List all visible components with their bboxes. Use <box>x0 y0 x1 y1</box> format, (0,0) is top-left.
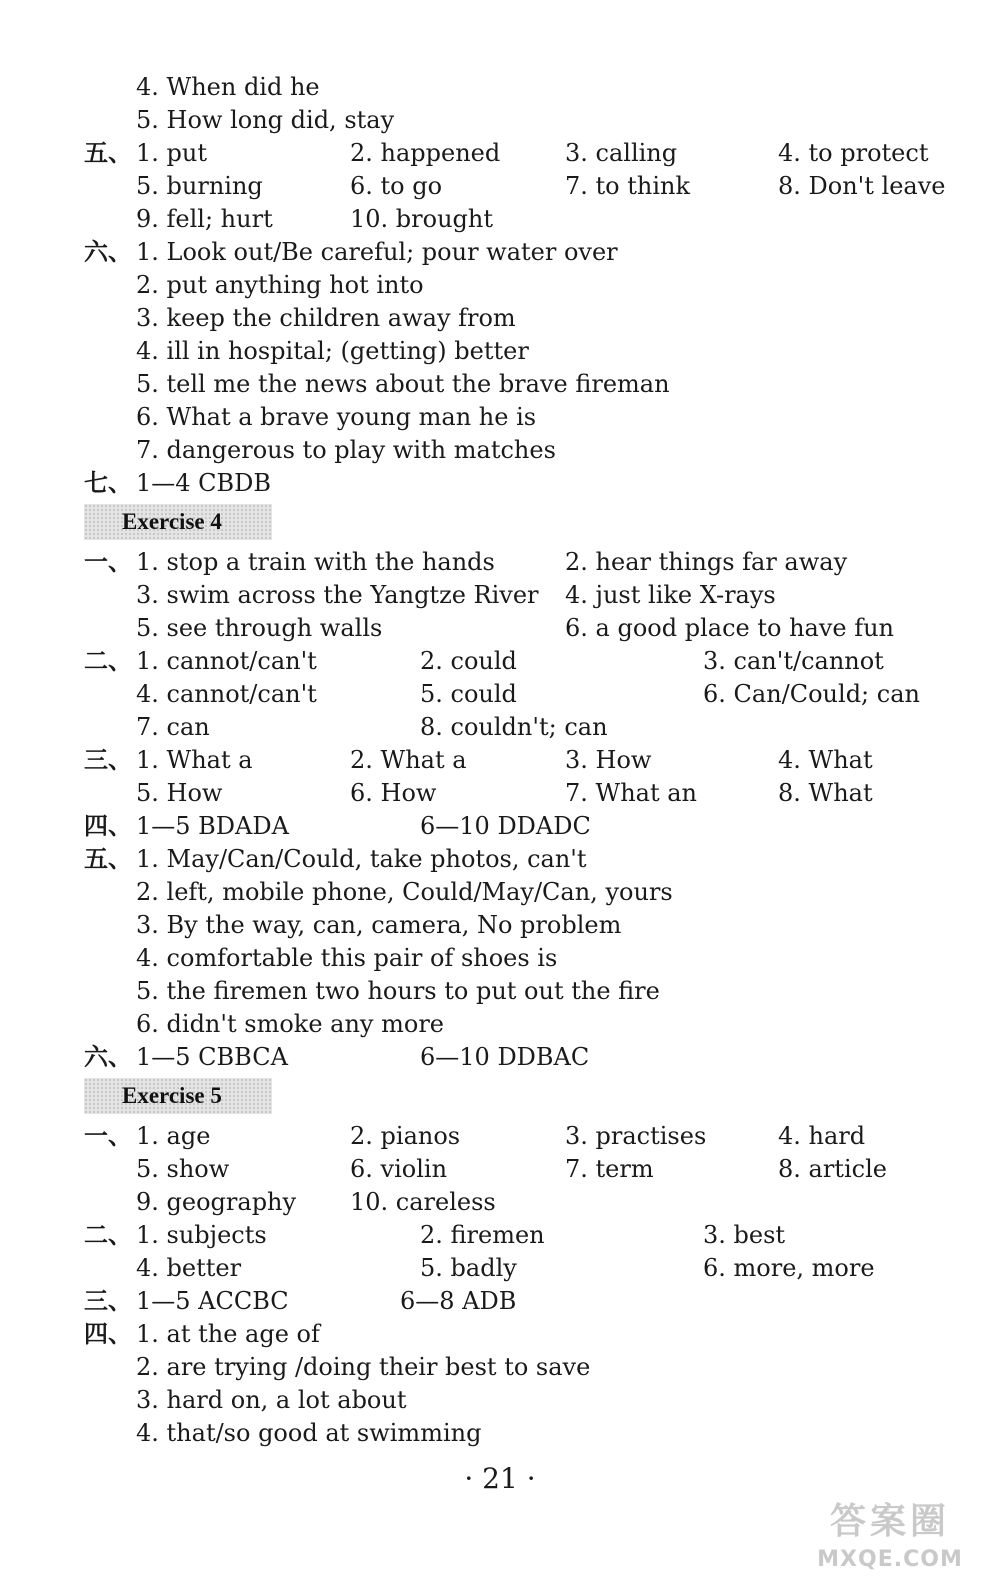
answer-item: 1. put <box>136 139 207 167</box>
answer-item: 2. What a <box>350 746 467 774</box>
answer-item: 3. calling <box>565 139 678 167</box>
answer-line: 2. put anything hot into <box>136 271 424 299</box>
answer-item: 1—5 BDADA <box>136 812 289 840</box>
answer-line: 4. When did he <box>136 73 320 101</box>
answer-line: 3. hard on, a lot about <box>136 1386 407 1414</box>
answer-item: 2. could <box>420 647 517 675</box>
section-marker: 四、 <box>84 812 132 840</box>
answer-item: 7. to think <box>565 172 691 200</box>
answer-item: 7. can <box>136 713 210 741</box>
answer-item: 6. How <box>350 779 437 807</box>
answer-line: 1. Look out/Be careful; pour water over <box>136 238 618 266</box>
answer-item: 4. to protect <box>778 139 929 167</box>
section-marker: 五、 <box>84 139 132 167</box>
section-marker: 四、 <box>84 1320 132 1348</box>
answer-item: 6. to go <box>350 172 443 200</box>
watermark-url: MXQE.COM <box>817 1547 963 1572</box>
answer-line: 5. How long did, stay <box>136 106 395 134</box>
watermark-logo <box>806 1499 974 1585</box>
answer-line: 6. didn't smoke any more <box>136 1010 444 1038</box>
answer-item: 3. swim across the Yangtze River <box>136 581 539 609</box>
answer-item: 6. more, more <box>703 1254 875 1282</box>
answer-line: 2. are trying /doing their best to save <box>136 1353 591 1381</box>
answer-item: 1. age <box>136 1122 211 1150</box>
section-marker: 六、 <box>84 238 132 266</box>
answer-line: 4. that/so good at swimming <box>136 1419 482 1447</box>
answer-item: 6—8 ADB <box>400 1287 517 1315</box>
answer-item: 4. just like X-rays <box>565 581 776 609</box>
answer-line: 5. the firemen two hours to put out the fire <box>136 977 660 1005</box>
answer-item: 2. firemen <box>420 1221 545 1249</box>
answer-item: 9. geography <box>136 1188 297 1216</box>
answer-item: 8. What <box>778 779 873 807</box>
section-marker: 三、 <box>84 1287 132 1315</box>
answer-line: 4. ill in hospital; (getting) better <box>136 337 529 365</box>
answer-line: 1. May/Can/Could, take photos, can't <box>136 845 587 873</box>
answer-item: 5. show <box>136 1155 230 1183</box>
answer-item: 1. stop a train with the hands <box>136 548 495 576</box>
answer-item: 1—5 ACCBC <box>136 1287 289 1315</box>
answer-item: 6. Can/Could; can <box>703 680 920 708</box>
answer-item: 6. a good place to have fun <box>565 614 895 642</box>
section-marker: 七、 <box>84 469 132 497</box>
answer-item: 8. couldn't; can <box>420 713 608 741</box>
answer-line: 3. By the way, can, camera, No problem <box>136 911 622 939</box>
answer-line: 7. dangerous to play with matches <box>136 436 556 464</box>
answer-item: 3. can't/cannot <box>703 647 884 675</box>
answer-item: 9. fell; hurt <box>136 205 273 233</box>
answer-item: 5. see through walls <box>136 614 383 642</box>
answer-item: 5. burning <box>136 172 263 200</box>
answer-item: 3. best <box>703 1221 786 1249</box>
answer-line: 1. at the age of <box>136 1320 320 1348</box>
answer-item: 6. violin <box>350 1155 448 1183</box>
answer-item: 5. could <box>420 680 517 708</box>
section-marker: 一、 <box>84 1122 132 1150</box>
exercise-title: Exercise 4 <box>122 509 222 534</box>
answer-item: 7. term <box>565 1155 654 1183</box>
watermark-text: 答案圈 <box>829 1501 950 1542</box>
answer-item: 10. brought <box>350 205 494 233</box>
answer-line: 5. tell me the news about the brave fireman <box>136 370 670 398</box>
answer-item: 7. What an <box>565 779 697 807</box>
answer-item: 1. What a <box>136 746 253 774</box>
answer-item: 8. article <box>778 1155 887 1183</box>
page-number: · 21 · <box>464 1462 536 1495</box>
answer-item: 3. How <box>565 746 652 774</box>
exercise-header <box>84 504 272 540</box>
answer-item: 4. hard <box>778 1122 866 1150</box>
answer-line: 1—4 CBDB <box>136 469 272 497</box>
exercise-header <box>84 1078 272 1114</box>
section-marker: 二、 <box>84 647 132 675</box>
answer-item: 6—10 DDBAC <box>420 1043 590 1071</box>
answer-item: 4. What <box>778 746 873 774</box>
answer-line: 2. left, mobile phone, Could/May/Can, yours <box>136 878 673 906</box>
section-marker: 二、 <box>84 1221 132 1249</box>
answer-item: 3. practises <box>565 1122 707 1150</box>
answer-line: 4. comfortable this pair of shoes is <box>136 944 558 972</box>
answer-item: 5. badly <box>420 1254 517 1282</box>
answer-line: 6. What a brave young man he is <box>136 403 537 431</box>
answer-item: 1. cannot/can't <box>136 647 317 675</box>
exercise-title: Exercise 5 <box>122 1083 222 1108</box>
answer-item: 4. better <box>136 1254 242 1282</box>
answer-item: 8. Don't leave <box>778 172 946 200</box>
section-marker: 一、 <box>84 548 132 576</box>
answer-item: 2. happened <box>350 139 501 167</box>
section-marker: 五、 <box>84 845 132 873</box>
section-marker: 三、 <box>84 746 132 774</box>
answer-item: 2. hear things far away <box>565 548 848 576</box>
answer-item: 1. subjects <box>136 1221 267 1249</box>
answer-item: 1—5 CBBCA <box>136 1043 288 1071</box>
answer-item: 6—10 DDADC <box>420 812 591 840</box>
answer-item: 5. How <box>136 779 223 807</box>
answer-item: 2. pianos <box>350 1122 461 1150</box>
section-marker: 六、 <box>84 1043 132 1071</box>
answer-item: 10. careless <box>350 1188 496 1216</box>
answer-item: 4. cannot/can't <box>136 680 317 708</box>
answer-line: 3. keep the children away from <box>136 304 516 332</box>
